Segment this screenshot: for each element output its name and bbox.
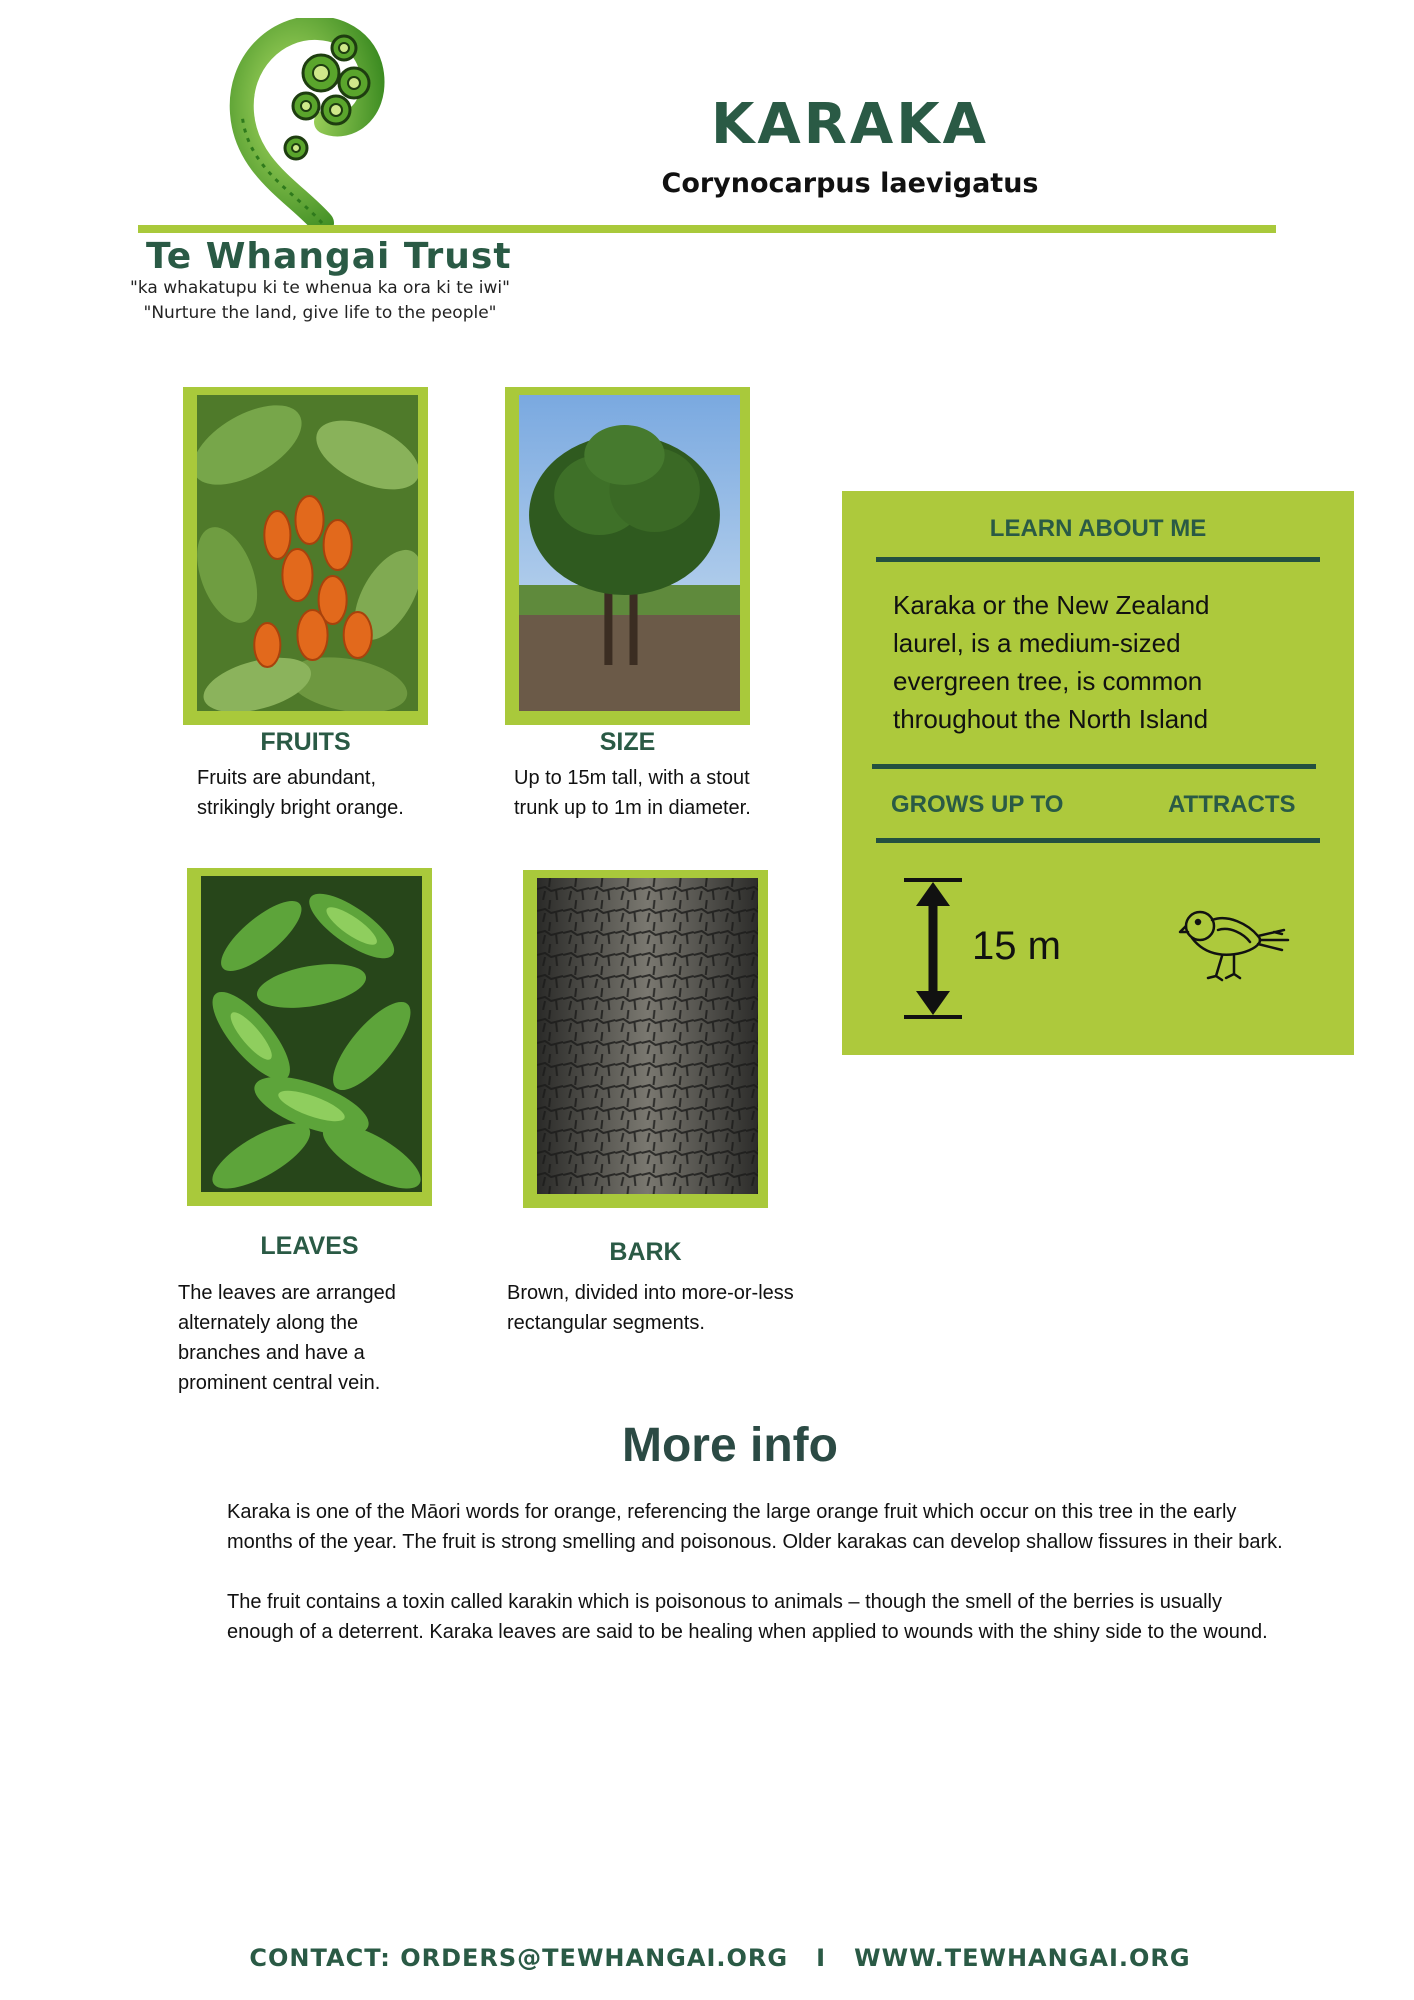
fruits-label: FRUITS <box>260 728 351 756</box>
more-info-heading: More info <box>622 1419 838 1472</box>
bird-icon <box>1178 906 1293 986</box>
bark-image <box>537 878 758 1194</box>
leaves-label: LEAVES <box>260 1232 359 1260</box>
motto-english: "Nurture the land, give life to the people" <box>143 303 497 323</box>
fruits-image <box>197 395 418 711</box>
bark-description: Brown, divided into more-or-less rectangular segments. <box>507 1282 794 1334</box>
scientific-name: Corynocarpus laevigatus <box>661 168 1039 199</box>
panel-divider <box>876 838 1320 843</box>
org-name: Te Whangai Trust <box>146 236 512 277</box>
bark-photo <box>523 870 768 1208</box>
attracts-label: ATTRACTS <box>1168 791 1296 818</box>
header-divider <box>138 225 1276 233</box>
size-description: Up to 15m tall, with a stout trunk up to 1m in diameter. <box>514 767 751 819</box>
leaves-description: The leaves are arranged alternately along the branches and have a prominent central vein. <box>178 1282 396 1394</box>
more-info-paragraph: Karaka is one of the Māori words for orange, referencing the large orange fruit which occur on this tree in the early months of the year. The fruit is strong smelling and poisonous. Older karakas can develop shallow fissures in their bark. <box>227 1501 1283 1553</box>
size-photo <box>505 387 750 725</box>
fern-logo-icon <box>226 18 386 228</box>
panel-intro: Karaka or the New Zealand laurel, is a medium-sized evergreen tree, is common throughout the North Island <box>893 590 1210 734</box>
page-title: KARAKA <box>711 92 989 157</box>
grows-label: GROWS UP TO <box>891 791 1064 818</box>
tree-image <box>519 395 740 711</box>
height-arrow-icon <box>900 876 966 1021</box>
height-value: 15 m <box>972 924 1061 968</box>
learn-about-panel <box>842 491 1354 1055</box>
panel-divider <box>872 764 1316 769</box>
size-label: SIZE <box>599 728 656 756</box>
footer-contact: CONTACT: ORDERS@TEWHANGAI.ORG I WWW.TEWHANGAI.ORG <box>249 1944 1191 1972</box>
bark-label: BARK <box>609 1238 682 1266</box>
motto-maori: "ka whakatupu ki te whenua ka ora ki te iwi" <box>130 278 510 298</box>
leaves-image <box>201 876 422 1192</box>
more-info-paragraph: The fruit contains a toxin called karakin which is poisonous to animals – though the smell of the berries is usually enough of a deterrent. Karaka leaves are said to be healing when applied to wounds with the shiny side to the wound. <box>227 1591 1268 1643</box>
fruits-description: Fruits are abundant, strikingly bright orange. <box>197 767 404 819</box>
panel-divider <box>876 557 1320 562</box>
fruits-photo <box>183 387 428 725</box>
leaves-photo <box>187 868 432 1206</box>
panel-heading: LEARN ABOUT ME <box>989 515 1207 542</box>
